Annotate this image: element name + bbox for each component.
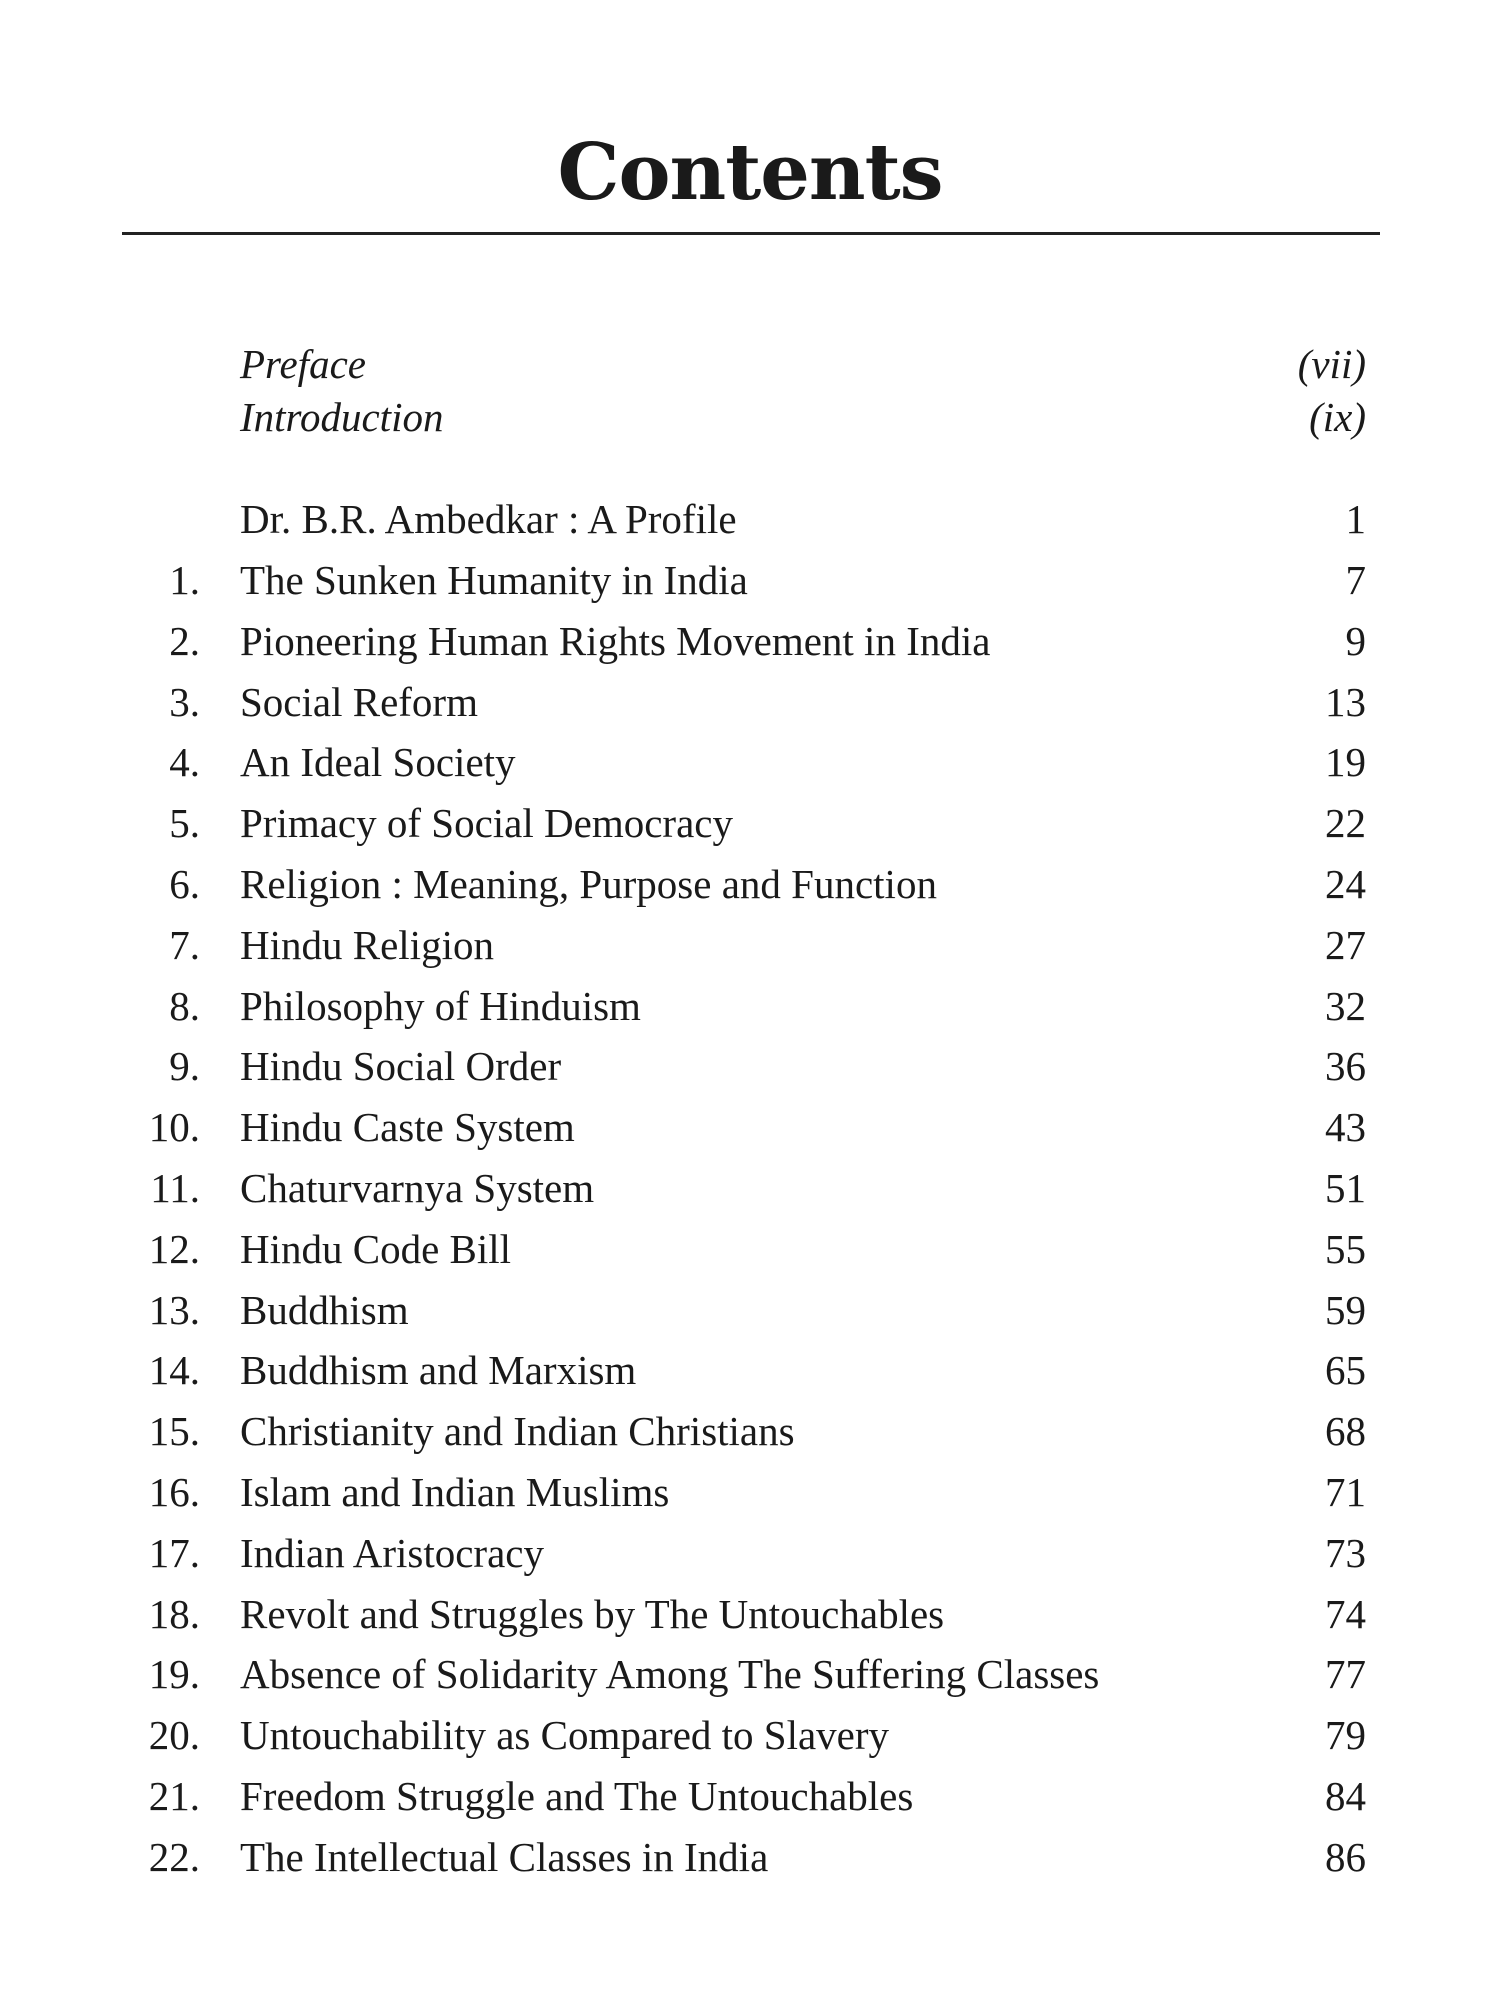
- toc-chapter-number: 20.: [148, 1712, 200, 1759]
- toc-page-number: 74: [1325, 1590, 1366, 1637]
- toc-row-chapter[interactable]: [0, 1645, 1500, 1703]
- toc-row-chapter[interactable]: [0, 612, 1500, 670]
- toc-page-number: 79: [1325, 1712, 1366, 1759]
- toc-row-chapter[interactable]: [0, 977, 1500, 1035]
- toc-entry-title: An Ideal Society: [240, 739, 516, 786]
- toc-page-number: 86: [1325, 1833, 1366, 1880]
- toc-chapter-number: 13.: [148, 1286, 200, 1333]
- toc-row-chapter[interactable]: [0, 733, 1500, 791]
- toc-entry-title: Introduction: [240, 394, 444, 440]
- toc-entry-title: The Sunken Humanity in India: [240, 557, 748, 603]
- toc-entry-title: Indian Aristocracy: [240, 1529, 544, 1576]
- toc-page-number: 36: [1325, 1043, 1366, 1090]
- toc-entry-title: Buddhism: [240, 1286, 409, 1333]
- toc-entry-title: Islam and Indian Muslims: [240, 1469, 670, 1515]
- toc-page-number: 32: [1325, 982, 1366, 1029]
- toc-chapter-number: 11.: [150, 1165, 200, 1211]
- toc-row-chapter[interactable]: [0, 794, 1500, 852]
- toc-entry-title: Buddhism and Marxism: [240, 1347, 637, 1394]
- toc-entry-title: Untouchability as Compared to Slavery: [240, 1712, 890, 1759]
- toc-row-chapter[interactable]: [0, 1098, 1500, 1156]
- toc-entry-title: Religion : Meaning, Purpose and Function: [240, 861, 937, 907]
- toc-entry-title: The Intellectual Classes in India: [240, 1833, 769, 1880]
- toc-entry-title: Christianity and Indian Christians: [240, 1408, 795, 1455]
- toc-chapter-number: 18.: [148, 1590, 200, 1637]
- toc-entry-title: Preface: [240, 341, 366, 387]
- toc-chapter-number: 8.: [169, 982, 200, 1029]
- toc-row-chapter[interactable]: [0, 1037, 1500, 1095]
- toc-row-chapter[interactable]: [0, 1220, 1500, 1278]
- toc-chapter-number: 19.: [148, 1651, 200, 1698]
- toc-row-chapter[interactable]: [0, 1706, 1500, 1764]
- toc-chapter-number: 14.: [148, 1347, 200, 1394]
- toc-page-number: 9: [1345, 617, 1366, 664]
- toc-row-chapter[interactable]: [0, 1159, 1500, 1217]
- toc-chapter-number: 15.: [148, 1408, 200, 1455]
- toc-chapter-number: 1.: [169, 557, 200, 603]
- toc-page-number: (ix): [1309, 394, 1366, 440]
- page-title: Contents: [557, 127, 943, 218]
- toc-chapter-number: 16.: [148, 1469, 200, 1515]
- toc-page-number: 13: [1325, 678, 1366, 725]
- toc-entry-title: Hindu Social Order: [240, 1043, 562, 1090]
- toc-page-number: 7: [1345, 557, 1366, 603]
- toc-page-number: 84: [1325, 1773, 1366, 1819]
- toc-row-chapter[interactable]: [0, 1585, 1500, 1643]
- toc-row-chapter[interactable]: [0, 1524, 1500, 1582]
- toc-entry-title: Freedom Struggle and The Untouchables: [240, 1773, 914, 1819]
- toc-row-chapter[interactable]: [0, 1767, 1500, 1825]
- toc-page-number: 73: [1325, 1529, 1366, 1576]
- toc-row-chapter[interactable]: [0, 1402, 1500, 1460]
- toc-page-number: 22: [1325, 800, 1366, 847]
- toc-page-number: 71: [1325, 1469, 1366, 1515]
- toc-page-number: 77: [1325, 1651, 1366, 1698]
- toc-row-chapter[interactable]: [0, 1341, 1500, 1399]
- toc-entry-title: Hindu Caste System: [240, 1104, 575, 1151]
- toc-page-number: 51: [1325, 1165, 1366, 1211]
- toc-entry-title: Chaturvarnya System: [240, 1165, 595, 1211]
- toc-chapter-number: 21.: [148, 1773, 200, 1819]
- toc-entry-title: Absence of Solidarity Among The Suffering Classes: [240, 1651, 1100, 1698]
- toc-page-number: 59: [1325, 1286, 1366, 1333]
- toc-row-chapter[interactable]: [0, 673, 1500, 731]
- toc-chapter-number: 10.: [148, 1104, 200, 1151]
- toc-entry-title: Primacy of Social Democracy: [240, 800, 733, 847]
- toc-chapter-number: 2.: [169, 617, 200, 664]
- toc-entry-title: Philosophy of Hinduism: [240, 982, 641, 1029]
- toc-chapter-number: 22.: [148, 1833, 200, 1880]
- toc-row-chapter[interactable]: [0, 551, 1500, 609]
- toc-chapter-number: 6.: [169, 861, 200, 907]
- toc-entry-title: Social Reform: [240, 678, 478, 725]
- toc-entry-title: Dr. B.R. Ambedkar : A Profile: [240, 496, 737, 542]
- toc-chapter-number: 3.: [169, 678, 200, 725]
- toc-chapter-number: 9.: [169, 1043, 200, 1090]
- toc-page-number: 27: [1325, 921, 1366, 968]
- toc-chapter-number: 7.: [169, 921, 200, 968]
- toc-entry-title: Pioneering Human Rights Movement in India: [240, 617, 991, 664]
- toc-page-number: 68: [1325, 1408, 1366, 1455]
- toc-row-chapter[interactable]: [0, 855, 1500, 913]
- toc-entry-title: Revolt and Struggles by The Untouchables: [240, 1590, 945, 1637]
- toc-chapter-number: 5.: [169, 800, 200, 847]
- toc-row-chapter[interactable]: [0, 1281, 1500, 1339]
- toc-chapter-number: 12.: [148, 1225, 200, 1272]
- toc-page-number: (vii): [1297, 341, 1366, 387]
- toc-page-number: 55: [1325, 1225, 1366, 1272]
- toc-page-number: 24: [1325, 861, 1366, 907]
- toc-chapter-number: 4.: [169, 739, 200, 786]
- toc-row-chapter[interactable]: [0, 1463, 1500, 1521]
- toc-row-chapter[interactable]: [0, 916, 1500, 974]
- toc-entry-title: Hindu Religion: [240, 921, 494, 968]
- toc-entry-title: Hindu Code Bill: [240, 1225, 512, 1272]
- toc-page-number: 43: [1325, 1104, 1366, 1151]
- toc-page-number: 19: [1325, 739, 1366, 786]
- toc-row-chapter[interactable]: [0, 1828, 1500, 1886]
- toc-page-number: 65: [1325, 1347, 1366, 1394]
- toc-page-number: 1: [1345, 496, 1366, 542]
- toc-chapter-number: 17.: [148, 1529, 200, 1576]
